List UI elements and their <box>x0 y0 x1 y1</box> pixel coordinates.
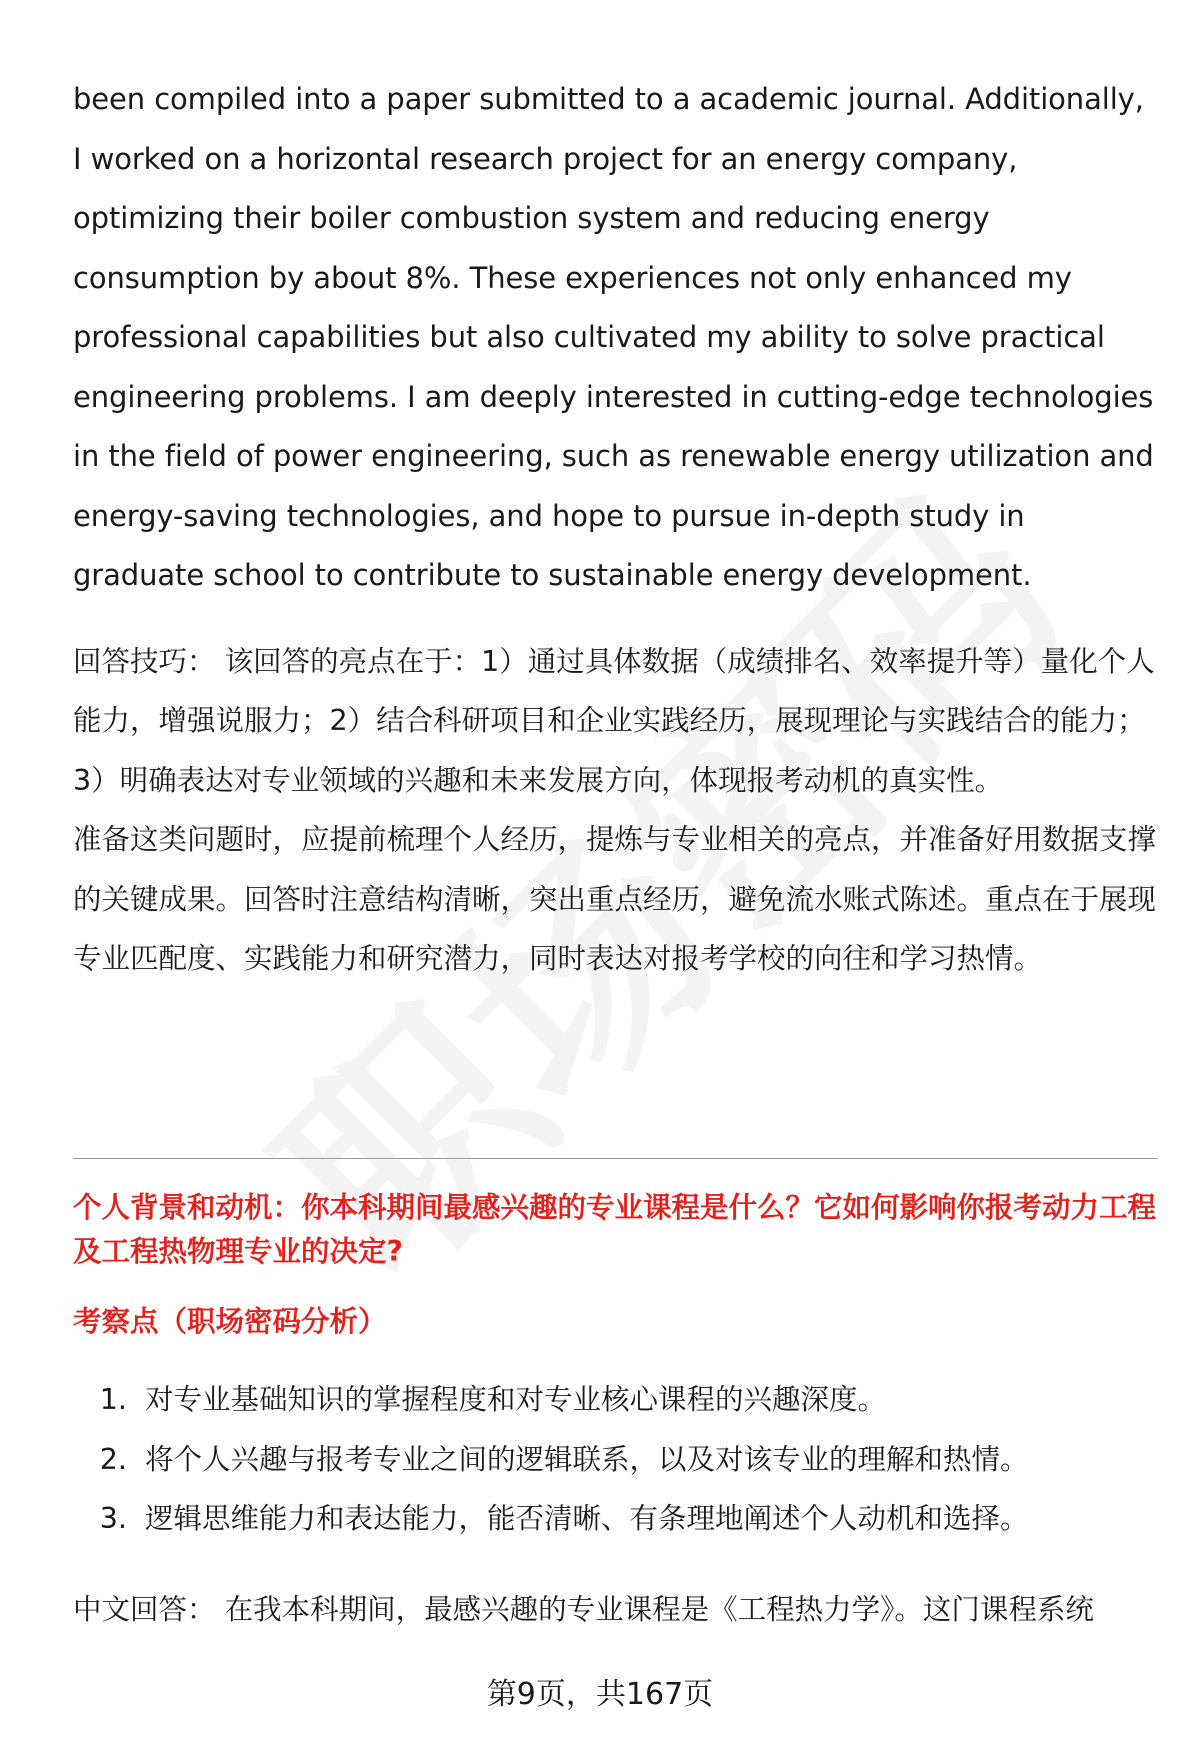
section-divider <box>73 1158 1158 1159</box>
prep-paragraph: 准备这类问题时，应提前梳理个人经历，提炼与专业相关的亮点，并准备好用数据支撑的关键成果。回答时注意结构清晰，突出重点经历，避免流水账式陈述。重点在于展现专业匹配度、实践能力和研究潜力，同时表达对报考学校的向往和学习热情。 <box>73 823 1157 975</box>
answer-text: 在我本科期间，最感兴趣的专业课程是《工程热力学》。这门课程系统 <box>215 1593 1094 1626</box>
chinese-answer <box>73 1580 1158 1640</box>
tips-text: 该回答的亮点在于：1）通过具体数据（成绩排名、效率提升等）量化个人能力，增强说服力；2）结合科研项目和企业实践经历，展现理论与实践结合的能力；3）明确表达对专业领域的兴趣和未来发展方向，体现报考动机的真实性。 <box>73 644 1155 797</box>
list-text: 将个人兴趣与报考专业之间的逻辑联系，以及对该专业的理解和热情。 <box>145 1442 1029 1476</box>
list-item <box>73 1430 1158 1490</box>
question-heading: 个人背景和动机：你本科期间最感兴趣的专业课程是什么？它如何影响你报考动力工程及工程热物理专业的决定? <box>73 1191 1157 1268</box>
answer-label: 中文回答： <box>73 1593 216 1626</box>
tips-label: 回答技巧： <box>73 644 216 678</box>
page-number: 第9页，共167页 <box>486 1677 714 1712</box>
analysis-heading: 考察点（职场密码分析） <box>73 1305 387 1338</box>
analysis-points <box>73 1370 1158 1549</box>
list-number: 2. <box>99 1442 127 1476</box>
english-answer-paragraph: been compiled into a paper submitted to a academic journal. Additionally, I worked on a horizontal research project for an energy company, optimizing their boiler combustion system and reducing energy consumption by about 8%. These experiences not only enhanced my professional capabilities but also cultivated my ability to solve practical engineering problems. I am deeply interested in cutting-edge technologies in the field of power engineering, such as renewable energy utilization and energy-saving technologies, and hope to pursue in-depth study in graduate school to contribute to sustainable energy development. <box>73 82 1154 592</box>
list-text: 对专业基础知识的掌握程度和对专业核心课程的兴趣深度。 <box>145 1383 887 1416</box>
document-body <box>73 70 1158 989</box>
list-item <box>73 1370 1158 1430</box>
list-item <box>73 1489 1158 1549</box>
list-number: 3. <box>99 1502 127 1535</box>
list-number: 1. <box>99 1383 127 1416</box>
tips-paragraph <box>73 632 1158 811</box>
list-text: 逻辑思维能力和表达能力，能否清晰、有条理地阐述个人动机和选择。 <box>145 1502 1029 1535</box>
